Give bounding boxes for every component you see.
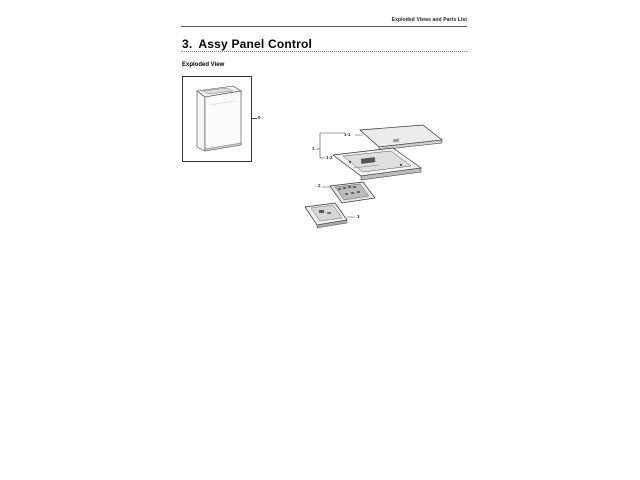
callout-group-1: 1 — [312, 146, 315, 151]
subheading: Exploded View — [182, 62, 225, 68]
part-1-1-cover — [360, 125, 442, 150]
running-header: Exploded Views and Parts List — [391, 17, 467, 23]
callout-1-2: 1-2 — [326, 155, 333, 160]
part-1-2-frame — [333, 148, 421, 180]
washer-callout-line — [252, 118, 257, 119]
exploded-parts-drawing — [305, 120, 465, 230]
section-number: 3. — [182, 37, 193, 51]
header-rule — [181, 26, 467, 27]
washer-callout-label: 0 — [258, 115, 261, 120]
title-rule — [181, 51, 467, 52]
callout-2: 2 — [318, 183, 321, 188]
section-title — [182, 37, 312, 51]
part-3-case — [305, 203, 355, 228]
part-2-pcb — [322, 182, 375, 203]
section-title-text: Assy Panel Control — [198, 37, 313, 51]
washer-overview-frame — [182, 76, 252, 162]
washer-illustration — [183, 77, 253, 163]
callout-1-1: 1-1 — [344, 132, 351, 137]
callout-3: 3 — [357, 214, 360, 219]
